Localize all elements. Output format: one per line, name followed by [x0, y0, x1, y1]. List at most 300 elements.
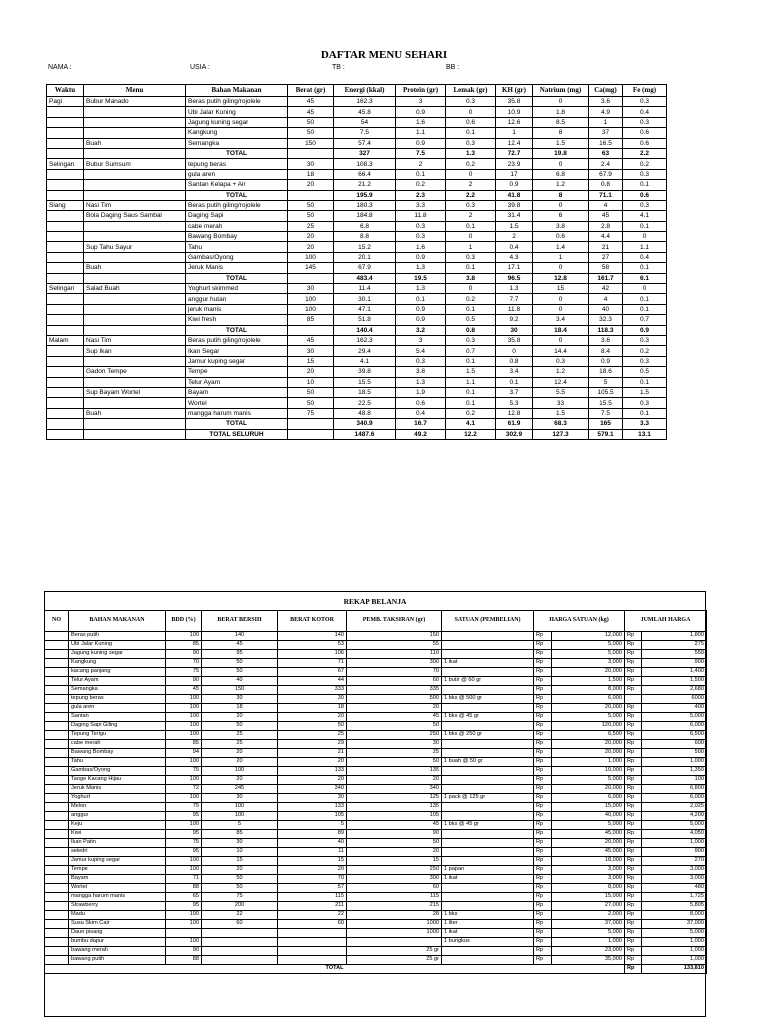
rekap-cell: 75 [166, 803, 202, 812]
waktu-cell [47, 387, 84, 397]
menu-row [47, 180, 667, 190]
rekap-cell: 30 [278, 695, 347, 704]
rekap-cell [45, 938, 69, 947]
rekap-cell: 1,000 [552, 938, 625, 947]
value-cell: 17.1 [496, 263, 533, 273]
value-cell: 4.9 [589, 107, 623, 117]
value-cell: 45 [589, 211, 623, 221]
rekap-cell: 1 butir @ 60 gr [442, 677, 534, 686]
rekap-cell: 1,500 [642, 677, 707, 686]
value-cell: 0 [446, 107, 496, 117]
waktu-cell [47, 325, 84, 335]
value-cell: 0.1 [396, 294, 446, 304]
rekap-cell [442, 650, 534, 659]
value-cell: 0.1 [623, 180, 667, 190]
value-cell: 39.8 [496, 200, 533, 210]
value-cell: 1.9 [396, 387, 446, 397]
value-cell: 20 [288, 232, 334, 242]
value-cell: 5 [589, 377, 623, 387]
rekap-cell: 50 [347, 758, 442, 767]
rekap-row [45, 830, 707, 839]
value-cell: 30 [288, 159, 334, 169]
value-cell: 0 [446, 232, 496, 242]
rekap-cell: 110 [347, 650, 442, 659]
rekap-cell [45, 767, 69, 776]
menu-row [47, 408, 667, 418]
rekap-cell: Rp [625, 731, 642, 740]
rekap-cell: 1 bks @ 45 gr [442, 821, 534, 830]
rekap-cell: 8,000 [642, 911, 707, 920]
rekap-cell: 75 [166, 668, 202, 677]
rekap-row [45, 929, 707, 938]
rekap-cell: 100 [166, 857, 202, 866]
value-cell: 50 [288, 398, 334, 408]
menu-total-row [47, 419, 667, 429]
rekap-cell: 18,000 [552, 857, 625, 866]
rekap-cell: Melon [69, 803, 166, 812]
value-cell: 33 [533, 398, 589, 408]
rekap-cell: Rp [625, 848, 642, 857]
rekap-cell: 300 [347, 875, 442, 884]
value-cell: 35.8 [496, 97, 533, 107]
rekap-cell: Santan [69, 713, 166, 722]
value-cell: 15 [288, 356, 334, 366]
value-cell: 20 [288, 180, 334, 190]
rekap-cell: 250 [347, 731, 442, 740]
value-cell: 1.5 [533, 138, 589, 148]
bahan-cell: Bawang Bombay [186, 232, 288, 242]
value-cell: 1.1 [446, 377, 496, 387]
value-cell: 50 [288, 211, 334, 221]
bahan-cell: Beras putih giling/rojolele [186, 97, 288, 107]
menu-column-header: Natrium (mg) [533, 85, 589, 97]
value-cell: 0.1 [446, 387, 496, 397]
value-cell: 67.9 [589, 169, 623, 179]
value-cell: 75 [288, 408, 334, 418]
total-label: TOTAL [186, 325, 288, 335]
rekap-cell [45, 632, 69, 641]
value-cell: 0.6 [446, 117, 496, 127]
menu-row [47, 221, 667, 231]
menu-row [47, 304, 667, 314]
rekap-cell [442, 776, 534, 785]
value-cell: 4.1 [623, 211, 667, 221]
rekap-cell: Daging Sapi Giling [69, 722, 166, 731]
rekap-cell: Rp [625, 956, 642, 965]
rekap-cell: Rp [534, 875, 552, 884]
rekap-cell: Rp [625, 749, 642, 758]
value-cell: 0.4 [496, 242, 533, 252]
rekap-cell [45, 722, 69, 731]
rekap-cell: 600 [642, 740, 707, 749]
menu-total-row [47, 148, 667, 158]
value-cell: 0.3 [446, 252, 496, 262]
rekap-cell: 15 [278, 857, 347, 866]
value-cell: 0.1 [446, 128, 496, 138]
rekap-cell [45, 875, 69, 884]
rekap-cell [45, 956, 69, 965]
menu-row [47, 263, 667, 273]
rekap-cell: 50 [202, 668, 278, 677]
rekap-cell: 90 [166, 947, 202, 956]
rekap-cell [442, 641, 534, 650]
menu-column-header: Berat (gr) [288, 85, 334, 97]
value-cell: 0.1 [396, 169, 446, 179]
rekap-cell: 50 [202, 884, 278, 893]
value-cell: 45 [288, 107, 334, 117]
rekap-cell: 60 [347, 884, 442, 893]
value-cell: 35.8 [496, 335, 533, 345]
rekap-row [45, 848, 707, 857]
menu-row [47, 335, 667, 345]
rekap-cell: Rp [534, 740, 552, 749]
bahan-cell: Kiwi fresh [186, 315, 288, 325]
rekap-cell [45, 686, 69, 695]
rekap-cell: 1 ikat [442, 875, 534, 884]
value-cell: 17 [496, 169, 533, 179]
rekap-cell: Yoghurt [69, 794, 166, 803]
waktu-cell: Selingan [47, 284, 84, 294]
rekap-cell [166, 929, 202, 938]
menu-cell [84, 325, 186, 335]
value-cell: 1 [533, 252, 589, 262]
rekap-cell: 5,000 [552, 776, 625, 785]
rekap-cell: 88 [166, 956, 202, 965]
rekap-cell: bawang merah [69, 947, 166, 956]
waktu-cell [47, 346, 84, 356]
rekap-cell: 85 [166, 740, 202, 749]
rekap-cell: Rp [534, 713, 552, 722]
menu-cell [84, 398, 186, 408]
total-label: TOTAL [186, 419, 288, 429]
rekap-row [45, 956, 707, 965]
rekap-cell: 65 [166, 893, 202, 902]
menu-table [46, 84, 667, 440]
rekap-cell: 90 [347, 830, 442, 839]
value-cell: 0.3 [533, 356, 589, 366]
value-cell: 14.4 [533, 346, 589, 356]
value-cell: 340.9 [334, 419, 396, 429]
rekap-cell [278, 929, 347, 938]
rekap-cell: Rp [625, 857, 642, 866]
rekap-cell: Daun pisang [69, 929, 166, 938]
rekap-row [45, 866, 707, 875]
rekap-cell [202, 956, 278, 965]
total-label: TOTAL [186, 148, 288, 158]
rekap-cell: 89 [278, 830, 347, 839]
rekap-cell: 20 [347, 848, 442, 857]
rekap-cell [45, 821, 69, 830]
rekap-cell: 50 [202, 659, 278, 668]
value-cell [288, 190, 334, 200]
waktu-cell [47, 107, 84, 117]
rekap-cell: 21 [278, 749, 347, 758]
rekap-row [45, 713, 707, 722]
rekap-cell: 135 [347, 803, 442, 812]
rekap-cell: Rp [625, 785, 642, 794]
value-cell: 165 [589, 419, 623, 429]
rekap-cell: 100 [166, 704, 202, 713]
rekap-row [45, 902, 707, 911]
rekap-row [45, 677, 707, 686]
value-cell: 3.7 [496, 387, 533, 397]
rekap-row [45, 911, 707, 920]
value-cell: 0.9 [623, 325, 667, 335]
rekap-cell: 60 [278, 920, 347, 929]
rekap-cell [45, 695, 69, 704]
rekap-cell: 15 [202, 857, 278, 866]
rekap-row [45, 641, 707, 650]
rekap-cell: 5 [202, 821, 278, 830]
bahan-cell: Jeruk Manis [186, 263, 288, 273]
rekap-cell: Wortel [69, 884, 166, 893]
rekap-cell: 1,400 [642, 668, 707, 677]
value-cell: 0.7 [623, 315, 667, 325]
rekap-cell: Rp [625, 920, 642, 929]
rekap-cell [442, 749, 534, 758]
rekap-cell: 6,000 [552, 794, 625, 803]
rekap-cell: cabe merah [69, 740, 166, 749]
value-cell: 2 [446, 180, 496, 190]
rekap-cell: 40,000 [552, 812, 625, 821]
value-cell: 0.1 [623, 408, 667, 418]
rekap-cell: 70 [278, 875, 347, 884]
rekap-cell: 70 [166, 659, 202, 668]
rekap-cell: 20 [202, 776, 278, 785]
value-cell: 2.8 [589, 221, 623, 231]
menu-cell [84, 190, 186, 200]
rekap-cell: Rp [625, 884, 642, 893]
rekap-cell: 550 [642, 650, 707, 659]
rekap-cell: 95 [166, 902, 202, 911]
rekap-cell: Tahu [69, 758, 166, 767]
rekap-cell [45, 704, 69, 713]
rekap-cell: Rp [625, 893, 642, 902]
value-cell: 1.4 [533, 242, 589, 252]
value-cell: 0.2 [446, 408, 496, 418]
total-label: TOTAL [186, 190, 288, 200]
rekap-cell: 100 [166, 920, 202, 929]
value-cell: 0 [623, 284, 667, 294]
rekap-cell: 22 [278, 911, 347, 920]
rekap-cell: 85 [166, 641, 202, 650]
rekap-cell [442, 893, 534, 902]
value-cell: 100 [288, 294, 334, 304]
rekap-cell [45, 740, 69, 749]
value-cell: 3.3 [396, 200, 446, 210]
rekap-cell: 2,000 [552, 911, 625, 920]
rekap-cell: 20,000 [552, 668, 625, 677]
value-cell: 58 [589, 263, 623, 273]
menu-cell [84, 315, 186, 325]
rekap-cell: bawang putih [69, 956, 166, 965]
value-cell: 0.3 [396, 232, 446, 242]
rekap-cell: 1000 [347, 929, 442, 938]
rekap-cell: Rp [625, 866, 642, 875]
rekap-cell: 5,805 [642, 902, 707, 911]
value-cell: 30.1 [334, 294, 396, 304]
value-cell: 10 [288, 377, 334, 387]
rekap-header-row [45, 611, 707, 632]
menu-cell: Bubur Sumsum [84, 159, 186, 169]
rekap-cell: 1,800 [642, 632, 707, 641]
rekap-column-header: BDD (%) [166, 611, 202, 632]
waktu-cell: Malam [47, 335, 84, 345]
rekap-cell: 20 [202, 713, 278, 722]
value-cell: 57.4 [334, 138, 396, 148]
rekap-cell: 71 [166, 875, 202, 884]
rekap-cell: Rp [534, 920, 552, 929]
value-cell: 108.3 [334, 159, 396, 169]
rekap-cell: 6,000 [552, 695, 625, 704]
rekap-cell: 120,000 [552, 722, 625, 731]
menu-row [47, 169, 667, 179]
rekap-cell: 1,500 [552, 677, 625, 686]
rekap-cell: 140 [278, 632, 347, 641]
value-cell: 1 [589, 117, 623, 127]
rekap-cell: Rp [534, 812, 552, 821]
rekap-cell: 60 [347, 677, 442, 686]
value-cell: 50 [288, 117, 334, 127]
value-cell: 1.5 [446, 367, 496, 377]
menu-row [47, 159, 667, 169]
rekap-cell: Rp [534, 704, 552, 713]
rekap-row [45, 938, 707, 947]
value-cell: 19.8 [533, 148, 589, 158]
value-cell: 31.4 [496, 211, 533, 221]
value-cell: 63 [589, 148, 623, 158]
rekap-cell [45, 776, 69, 785]
waktu-cell [47, 304, 84, 314]
rekap-cell: 20 [278, 713, 347, 722]
rekap-cell: 50 [202, 722, 278, 731]
bahan-cell: Kangkung [186, 128, 288, 138]
rekap-cell: kacang panjang [69, 668, 166, 677]
value-cell: 3.6 [589, 97, 623, 107]
rekap-cell: Bawang Bombay [69, 749, 166, 758]
rekap-cell: 20 [278, 758, 347, 767]
value-cell: 29.4 [334, 346, 396, 356]
value-cell: 15.5 [589, 398, 623, 408]
rekap-cell: Rp [625, 668, 642, 677]
bahan-cell: Beras putih giling/rojolele [186, 335, 288, 345]
value-cell: 45 [288, 97, 334, 107]
menu-cell: Sup Bayam Wortel [84, 387, 186, 397]
rekap-cell: 25 [347, 749, 442, 758]
value-cell: 39.8 [334, 367, 396, 377]
rekap-cell: 333 [278, 686, 347, 695]
value-cell: 0 [446, 169, 496, 179]
rekap-cell: Rp [534, 659, 552, 668]
rekap-cell: 106 [278, 650, 347, 659]
rekap-cell: 133 [278, 767, 347, 776]
rekap-cell [442, 803, 534, 812]
menu-row [47, 252, 667, 262]
menu-row [47, 138, 667, 148]
rekap-cell: 480 [642, 884, 707, 893]
rekap-cell: 85 [202, 830, 278, 839]
value-cell: 0.3 [396, 356, 446, 366]
waktu-cell [47, 398, 84, 408]
value-cell: 0.5 [446, 315, 496, 325]
rekap-cell: 105 [347, 812, 442, 821]
rekap-row [45, 650, 707, 659]
value-cell: 0.3 [446, 138, 496, 148]
bahan-cell: gula aren [186, 169, 288, 179]
rekap-cell: 45 [347, 821, 442, 830]
value-cell: 18.4 [533, 325, 589, 335]
value-cell: 195.9 [334, 190, 396, 200]
value-cell: 0.6 [533, 232, 589, 242]
value-cell: 18.6 [589, 367, 623, 377]
rekap-table [44, 610, 707, 974]
value-cell: 0.3 [623, 335, 667, 345]
value-cell: 12.2 [446, 429, 496, 439]
bahan-cell: Semangka [186, 138, 288, 148]
menu-cell [84, 419, 186, 429]
rekap-cell: Rp [534, 650, 552, 659]
value-cell: 11.4 [334, 284, 396, 294]
rekap-cell [625, 695, 642, 704]
menu-row [47, 117, 667, 127]
rekap-cell: 100 [202, 767, 278, 776]
value-cell: 18 [288, 169, 334, 179]
rekap-cell: 20 [347, 704, 442, 713]
rekap-cell: Rp [534, 803, 552, 812]
menu-row [47, 346, 667, 356]
value-cell: 3.3 [623, 419, 667, 429]
rekap-cell [45, 866, 69, 875]
rekap-cell: Rp [625, 722, 642, 731]
menu-cell [84, 232, 186, 242]
rekap-cell: Kangkung [69, 659, 166, 668]
rekap-cell: 100 [202, 803, 278, 812]
rekap-cell: 105 [278, 812, 347, 821]
menu-cell [84, 377, 186, 387]
value-cell: 11.8 [496, 304, 533, 314]
rekap-cell: 100 [166, 758, 202, 767]
rekap-cell: Rp [625, 740, 642, 749]
menu-cell: Nasi Tim [84, 200, 186, 210]
bahan-cell: Ikan Segar [186, 346, 288, 356]
value-cell: 0 [533, 294, 589, 304]
rekap-cell: 60 [202, 920, 278, 929]
rekap-cell: Rp [534, 776, 552, 785]
rekap-cell: 211 [278, 902, 347, 911]
value-cell: 12.4 [533, 377, 589, 387]
value-cell: 7.7 [496, 294, 533, 304]
rekap-cell: 18 [278, 704, 347, 713]
rekap-cell [45, 884, 69, 893]
rekap-cell: 1 bks @ 500 gr [442, 695, 534, 704]
bahan-cell: Yoghurt skimmed [186, 284, 288, 294]
value-cell: 23.9 [496, 159, 533, 169]
value-cell: 61.9 [496, 419, 533, 429]
value-cell: 16.7 [396, 419, 446, 429]
rekap-cell [45, 848, 69, 857]
value-cell: 4.1 [334, 356, 396, 366]
value-cell: 0 [623, 232, 667, 242]
value-cell: 105.5 [589, 387, 623, 397]
rekap-cell: 53 [278, 641, 347, 650]
menu-cell [84, 429, 186, 439]
rekap-cell: 1 bks [442, 911, 534, 920]
waktu-cell [47, 294, 84, 304]
rekap-cell: 250 [347, 866, 442, 875]
rekap-cell: Jeruk Manis [69, 785, 166, 794]
bahan-cell: Telur Ayam [186, 377, 288, 387]
rekap-cell [45, 794, 69, 803]
